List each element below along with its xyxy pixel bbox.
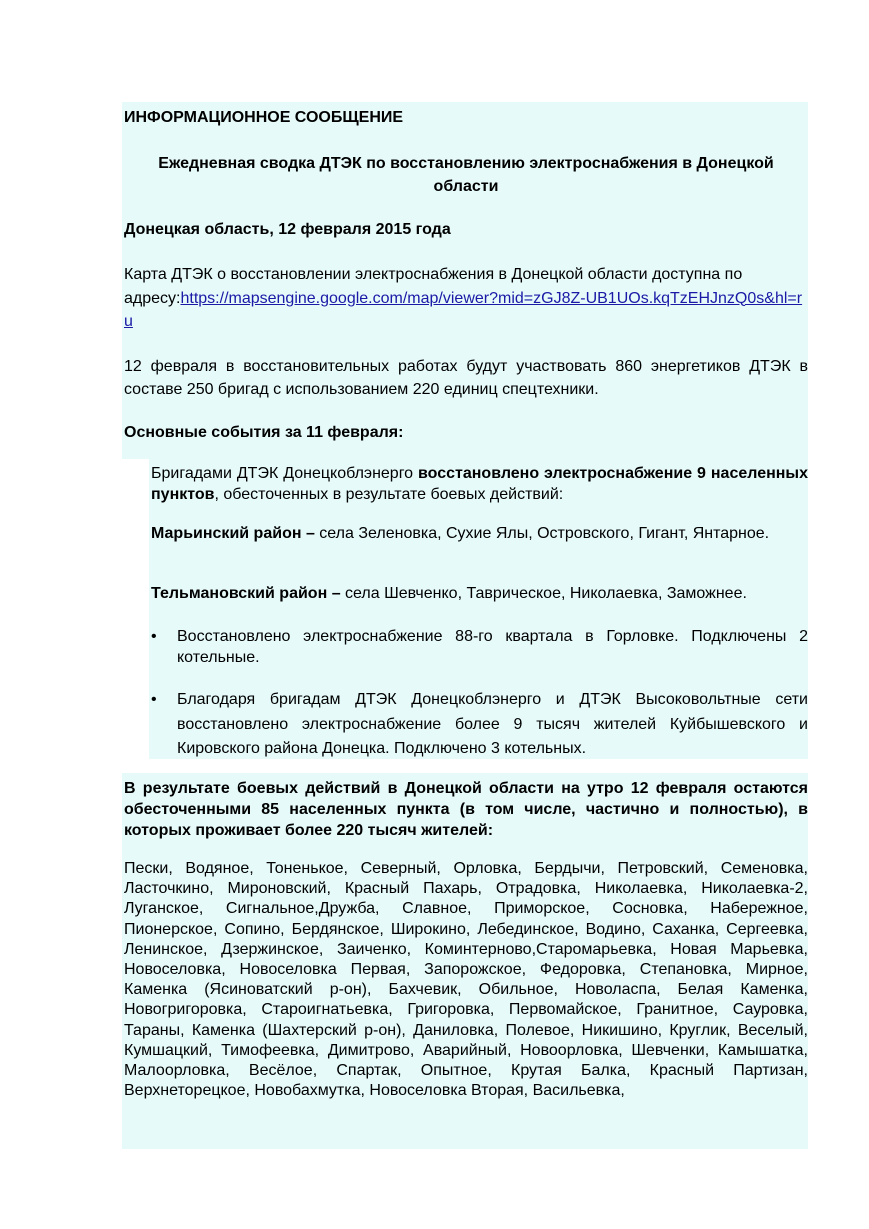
bullet-item <box>151 688 808 762</box>
map-link[interactable]: https://mapsengine.google.com/map/viewer?mid=zGJ8Z-UB1UOs.kqTzEHJnzQ0s&hl=ru <box>124 289 803 330</box>
brigades-suffix: , обесточенных в результате боевых действий: <box>214 486 564 503</box>
dateline: Донецкая область, 12 февраля 2015 года <box>124 221 451 238</box>
brigades-paragraph <box>151 463 808 505</box>
district-telmanovsky <box>151 584 808 604</box>
bullet-icon: • <box>151 691 157 708</box>
bullet-icon: • <box>151 628 157 645</box>
district-marinsky-name: Марьинский район – <box>151 525 320 542</box>
workers-paragraph: 12 февраля в восстановительных работах будут участвовать 860 энергетиков ДТЭК в составе 250 бригад с использованием 220 единиц спецтехники. <box>124 358 808 398</box>
bullet-item <box>151 626 808 668</box>
bullet-text: Восстановлено электроснабжение 88-го квартала в Горловке. Подключены 2 котельные. <box>177 628 808 666</box>
map-note <box>124 263 808 334</box>
subtitle: Ежедневная сводка ДТЭК по восстановлению электроснабжения в Донецкой области <box>158 155 774 195</box>
brigades-prefix: Бригадами ДТЭК Донецкоблэнерго <box>151 465 419 482</box>
brigades-bold: восстановлено электроснабжение 9 населенных пунктов <box>151 465 808 503</box>
district-telmanovsky-text: села Шевченко, Таврическое, Николаевка, Заможнее. <box>345 585 747 602</box>
bullet-text: Благодаря бригадам ДТЭК Донецкоблэнерго и ДТЭК Высоковольтные сети восстановлено электроснабжение более 9 тысяч жителей Куйбышевского и Кировского района Донецка. Подключено 3 котельных. <box>177 691 808 757</box>
map-note-text: Карта ДТЭК о восстановлении электроснабжения в Донецкой области доступна по адресу: <box>124 266 743 307</box>
district-marinsky <box>151 523 808 544</box>
outage-summary: В результате боевых действий в Донецкой области на утро 12 февраля остаются обесточенными 85 населенных пункта (в том числе, частично и полностью), в которых проживает более 220 тысяч жителей: <box>124 780 808 839</box>
towns-list: Пески, Водяное, Тоненькое, Северный, Орловка, Бердычи, Петровский, Семеновка, Ласточкино, Мироновский, Красный Пахарь, Отрадовка, Николаевка, Николаевка-2, Луганское, Сигнальное,Дружба, Славное, Приморское, Сосновка, Набережное, Пионерское, Сопино, Бердянское, Широкино, Лебединское, Водино, Саханка, Сергеевка, Ленинское, Дзержинское, Заиченко, Коминтерново,Старомарьевка, Новая Марьевка, Новоселовка, Новоселовка Первая, Запорожское, Федоровка, Степановка, Мирное, Каменка (Ясиноватский р-он), Бахчевик, Обильное, Новоласпа, Белая Каменка, Новогригоровка, Староигнатьевка, Григоровка, Первомайское, Гранитное, Сауровка, Тараны, Каменка (Шахтерский р-он), Даниловка, Полевое, Никишино, Круглик, Веселый, Кумшацкий, Тимофеевка, Димитрово, Аварийный, Новоорловка, Шевченки, Камышатка, Малоорловка, Весёлое, Спартак, Опытное, Крутая Балка, Красный Партизан, Верхнеторецкое, Новобахмутка, Новоселовка Вторая, Васильевка, <box>124 860 808 1100</box>
district-telmanovsky-name: Тельмановский район – <box>151 585 346 602</box>
district-marinsky-text: села Зеленовка, Сухие Ялы, Островского, Гигант, Янтарное. <box>319 525 770 542</box>
events-heading: Основные события за 11 февраля: <box>124 424 404 441</box>
page-title: ИНФОРМАЦИОННОЕ СООБЩЕНИЕ <box>124 109 404 126</box>
